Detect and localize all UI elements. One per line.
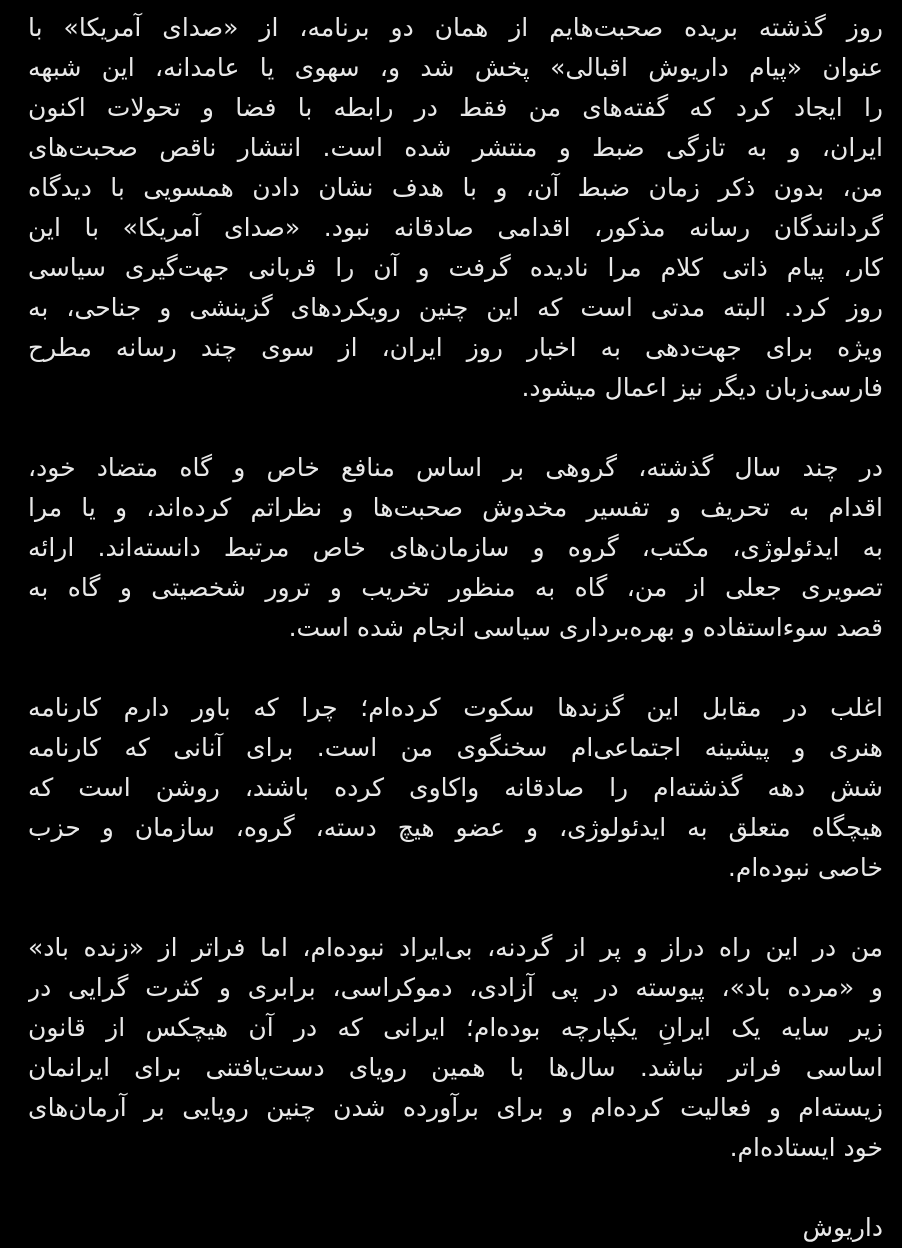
paragraph-line: هیچگاه متعلق به ایدئولوژی، و عضو هیچ دسته، گروه، سازمان و حزب bbox=[28, 813, 883, 842]
paragraph-line: زیسته‌ام و فعالیت کرده‌ام و برای برآورده شدن چنین رویایی بر آرمان‌های bbox=[28, 1093, 883, 1122]
paragraph-line: روز کرد. البته مدتی است که این چنین رویکردهای گزینشی و جناحی، به bbox=[28, 293, 883, 322]
paragraph-line: عنوان «پیام داریوش اقبالی» پخش شد و، سهوی یا عامدانه، این شبهه bbox=[28, 53, 883, 82]
paragraph-line: اساسی فراتر نباشد. سال‌ها با همین رویای دست‌یافتنی برای ایرانمان bbox=[28, 1053, 883, 1082]
paragraph-line: را ایجاد کرد که گفته‌های من فقط در رابطه با فضا و تحولات اکنون bbox=[28, 93, 883, 122]
paragraph-line: خود ایستاده‌ام. bbox=[729, 1133, 883, 1162]
paragraph-line: اغلب در مقابل این گزندها سکوت کرده‌ام؛ چرا که باور دارم کارنامه bbox=[28, 693, 883, 722]
paragraph-line: من، بدون ذکر زمان ضبط آن، و با هدف نشان دادن همسویی با دیدگاه bbox=[28, 173, 883, 202]
paragraph-line: شش دهه گذشته‌ام را صادقانه واکاوی کرده باشند، روشن است که bbox=[28, 773, 883, 802]
paragraph-line: ایران، و به تازگی ضبط و منتشر شده است. انتشار ناقص صحبت‌های bbox=[28, 133, 883, 162]
paragraph-line: ویژه برای جهت‌دهی به اخبار روز ایران، از سوی چند رسانه مطرح bbox=[28, 333, 883, 362]
paragraph-line: اقدام به تحریف و تفسیر مخدوش صحبت‌ها و نظراتم کرده‌اند، و یا مرا bbox=[28, 493, 883, 522]
paragraph-line: در چند سال گذشته، گروهی بر اساس منافع خاص و گاه متضاد خود، bbox=[28, 453, 883, 482]
paragraph-1 bbox=[28, 8, 883, 408]
statement-document bbox=[28, 8, 883, 1248]
paragraph-4 bbox=[28, 928, 883, 1168]
paragraph-line: کار، پیام ذاتی کلام مرا نادیده گرفت و آن را قربانی جهت‌گیری سیاسی bbox=[28, 253, 883, 282]
paragraph-line: روز گذشته بریده صحبت‌هایم از همان دو برنامه، از «صدای آمریکا» با bbox=[28, 13, 883, 42]
signature: داریوش bbox=[802, 1213, 883, 1242]
paragraph-line: زیر سایه یک ایرانِ یکپارچه بوده‌ام؛ ایرانی که در آن هیچکس از قانون bbox=[28, 1013, 883, 1042]
paragraph-line: من در این راه دراز و پر از گردنه، بی‌ایراد نبوده‌ام، اما فراتر از «زنده باد» bbox=[28, 933, 883, 962]
paragraph-line: و «مرده باد»، پیوسته در پی آزادی، دموکراسی، برابری و کثرت گرایی در bbox=[28, 973, 883, 1002]
paragraph-line: به ایدئولوژی، مکتب، گروه و سازمان‌های خاص مرتبط دانسته‌اند. ارائه bbox=[28, 533, 883, 562]
paragraph-line: قصد سوءاستفاده و بهره‌برداری سیاسی انجام شده است. bbox=[288, 613, 883, 642]
paragraph-3 bbox=[28, 688, 883, 888]
paragraph-line: خاصی نبوده‌ام. bbox=[727, 853, 883, 882]
paragraph-2 bbox=[28, 448, 883, 648]
paragraph-line: فارسی‌زبان دیگر نیز اعمال میشود. bbox=[521, 373, 883, 402]
paragraph-line: تصویری جعلی از من، گاه به منظور تخریب و ترور شخصیتی و گاه به bbox=[28, 573, 883, 602]
paragraph-line: هنری و پیشینه اجتماعی‌ام سخنگوی من است. برای آنانی که کارنامه bbox=[28, 733, 883, 762]
paragraph-line: گردانندگان رسانه مذکور، اقدامی صادقانه نبود. «صدای آمریکا» با این bbox=[28, 213, 883, 242]
